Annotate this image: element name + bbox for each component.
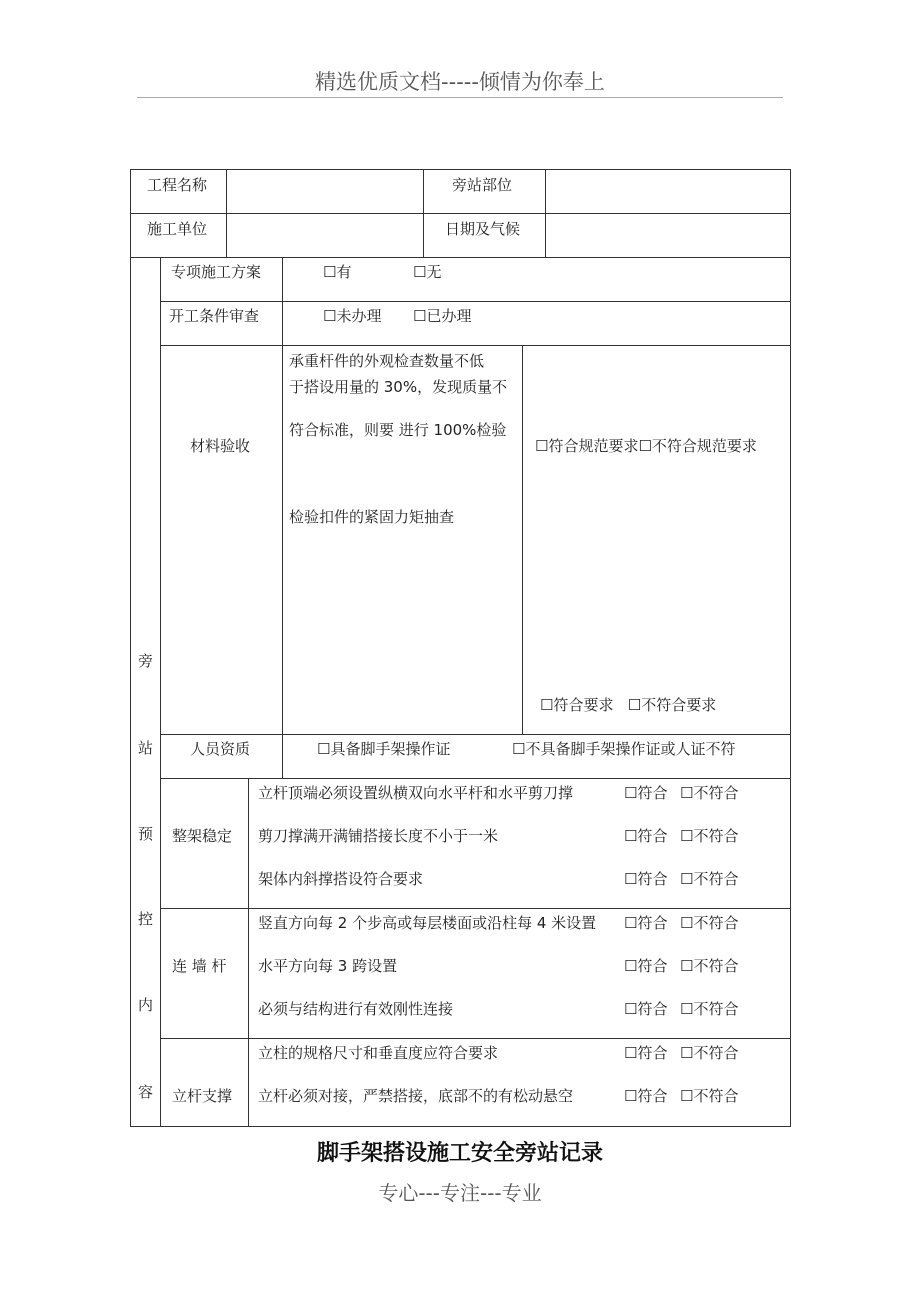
comply-checkbox[interactable]: ☐符合 bbox=[624, 914, 668, 932]
comply-checkbox[interactable]: ☐符合 bbox=[624, 827, 668, 845]
check-item: 立杆顶端必须设置纵横双向水平杆和水平剪刀撑 bbox=[258, 784, 574, 802]
table-line bbox=[282, 257, 283, 778]
table-line bbox=[160, 301, 790, 302]
date-label: 日期及气候 bbox=[445, 220, 521, 238]
table-line bbox=[130, 169, 131, 1127]
side-label-char: 控 bbox=[138, 910, 154, 928]
comply-checkbox[interactable]: ☐符合 bbox=[624, 1000, 668, 1018]
check-item: 立杆必须对接，严禁搭接，底部不的有松动悬空 bbox=[258, 1087, 574, 1105]
stability-label: 整架稳定 bbox=[172, 827, 233, 845]
staff-label: 人员资质 bbox=[190, 740, 251, 758]
material-spec-checkbox[interactable]: ☐符合规范要求☐不符合规范要求 bbox=[535, 437, 757, 455]
comply-checkbox[interactable]: ☐符合 bbox=[624, 957, 668, 975]
unit-field[interactable] bbox=[227, 214, 422, 256]
material-label: 材料验收 bbox=[190, 437, 251, 455]
fastener-checkbox[interactable]: ☐符合要求 ☐不符合要求 bbox=[540, 696, 717, 714]
pole-support-label: 立杆支撑 bbox=[172, 1087, 233, 1105]
check-item: 立柱的规格尺寸和垂直度应符合要求 bbox=[258, 1044, 499, 1062]
plan-no-checkbox[interactable]: ☐无 bbox=[413, 263, 442, 281]
document-title: 脚手架搭设施工安全旁站记录 bbox=[316, 1141, 603, 1166]
table-line bbox=[160, 734, 790, 735]
not-comply-checkbox[interactable]: ☐不符合 bbox=[680, 957, 739, 975]
material-text: 符合标准，则要 进行 100%检验 bbox=[289, 421, 507, 439]
plan-label: 专项施工方案 bbox=[171, 263, 262, 281]
unit-label: 施工单位 bbox=[147, 220, 208, 238]
side-label-char: 预 bbox=[138, 825, 154, 843]
position-label: 旁站部位 bbox=[452, 176, 513, 194]
table-line bbox=[160, 778, 790, 779]
check-item: 架体内斜撑搭设符合要求 bbox=[258, 870, 424, 888]
material-text: 于搭设用量的 30%，发现质量不 bbox=[289, 378, 508, 396]
side-label-char: 旁 bbox=[138, 652, 154, 670]
not-comply-checkbox[interactable]: ☐不符合 bbox=[680, 784, 739, 802]
table-line bbox=[160, 345, 790, 346]
date-field[interactable] bbox=[546, 214, 789, 256]
material-text: 检验扣件的紧固力矩抽查 bbox=[289, 508, 455, 526]
position-field[interactable] bbox=[546, 170, 789, 212]
table-line bbox=[248, 778, 249, 1126]
table-line bbox=[160, 1038, 790, 1039]
check-item: 水平方向每 3 跨设置 bbox=[258, 957, 398, 975]
page-header: 精选优质文档-----倾情为你奉上 bbox=[315, 70, 605, 94]
side-label-char: 内 bbox=[138, 996, 154, 1014]
check-item: 必须与结构进行有效刚性连接 bbox=[258, 1000, 454, 1018]
table-line bbox=[130, 1126, 790, 1127]
not-comply-checkbox[interactable]: ☐不符合 bbox=[680, 870, 739, 888]
table-line bbox=[160, 257, 161, 1126]
start-done-checkbox[interactable]: ☐已办理 bbox=[413, 307, 472, 325]
wall-tie-label: 连 墙 杆 bbox=[172, 957, 227, 975]
material-text: 承重杆件的外观检查数量不低 bbox=[289, 352, 485, 370]
comply-checkbox[interactable]: ☐符合 bbox=[624, 784, 668, 802]
not-comply-checkbox[interactable]: ☐不符合 bbox=[680, 914, 739, 932]
not-comply-checkbox[interactable]: ☐不符合 bbox=[680, 827, 739, 845]
side-label-char: 容 bbox=[138, 1083, 154, 1101]
page-footer: 专心---专注---专业 bbox=[378, 1181, 542, 1205]
not-comply-checkbox[interactable]: ☐不符合 bbox=[680, 1044, 739, 1062]
check-item: 竖直方向每 2 个步高或每层楼面或沿柱每 4 米设置 bbox=[258, 914, 597, 932]
table-line bbox=[522, 345, 523, 734]
comply-checkbox[interactable]: ☐符合 bbox=[624, 1044, 668, 1062]
table-line bbox=[130, 257, 790, 258]
table-line bbox=[790, 169, 791, 1127]
staff-not-certified-checkbox[interactable]: ☐不具备脚手架操作证或人证不符 bbox=[512, 740, 736, 758]
comply-checkbox[interactable]: ☐符合 bbox=[624, 870, 668, 888]
table-line bbox=[423, 169, 424, 257]
plan-yes-checkbox[interactable]: ☐有 bbox=[323, 263, 352, 281]
table-line bbox=[160, 908, 790, 909]
check-item: 剪刀撑满开满铺搭接长度不小于一米 bbox=[258, 827, 499, 845]
header-divider bbox=[137, 97, 783, 98]
project-name-label: 工程名称 bbox=[147, 176, 208, 194]
start-not-done-checkbox[interactable]: ☐未办理 bbox=[323, 307, 382, 325]
not-comply-checkbox[interactable]: ☐不符合 bbox=[680, 1000, 739, 1018]
project-name-field[interactable] bbox=[227, 170, 422, 212]
staff-certified-checkbox[interactable]: ☐具备脚手架操作证 bbox=[317, 740, 451, 758]
not-comply-checkbox[interactable]: ☐不符合 bbox=[680, 1087, 739, 1105]
side-label-char: 站 bbox=[138, 739, 154, 757]
start-label: 开工条件审查 bbox=[169, 307, 260, 325]
comply-checkbox[interactable]: ☐符合 bbox=[624, 1087, 668, 1105]
